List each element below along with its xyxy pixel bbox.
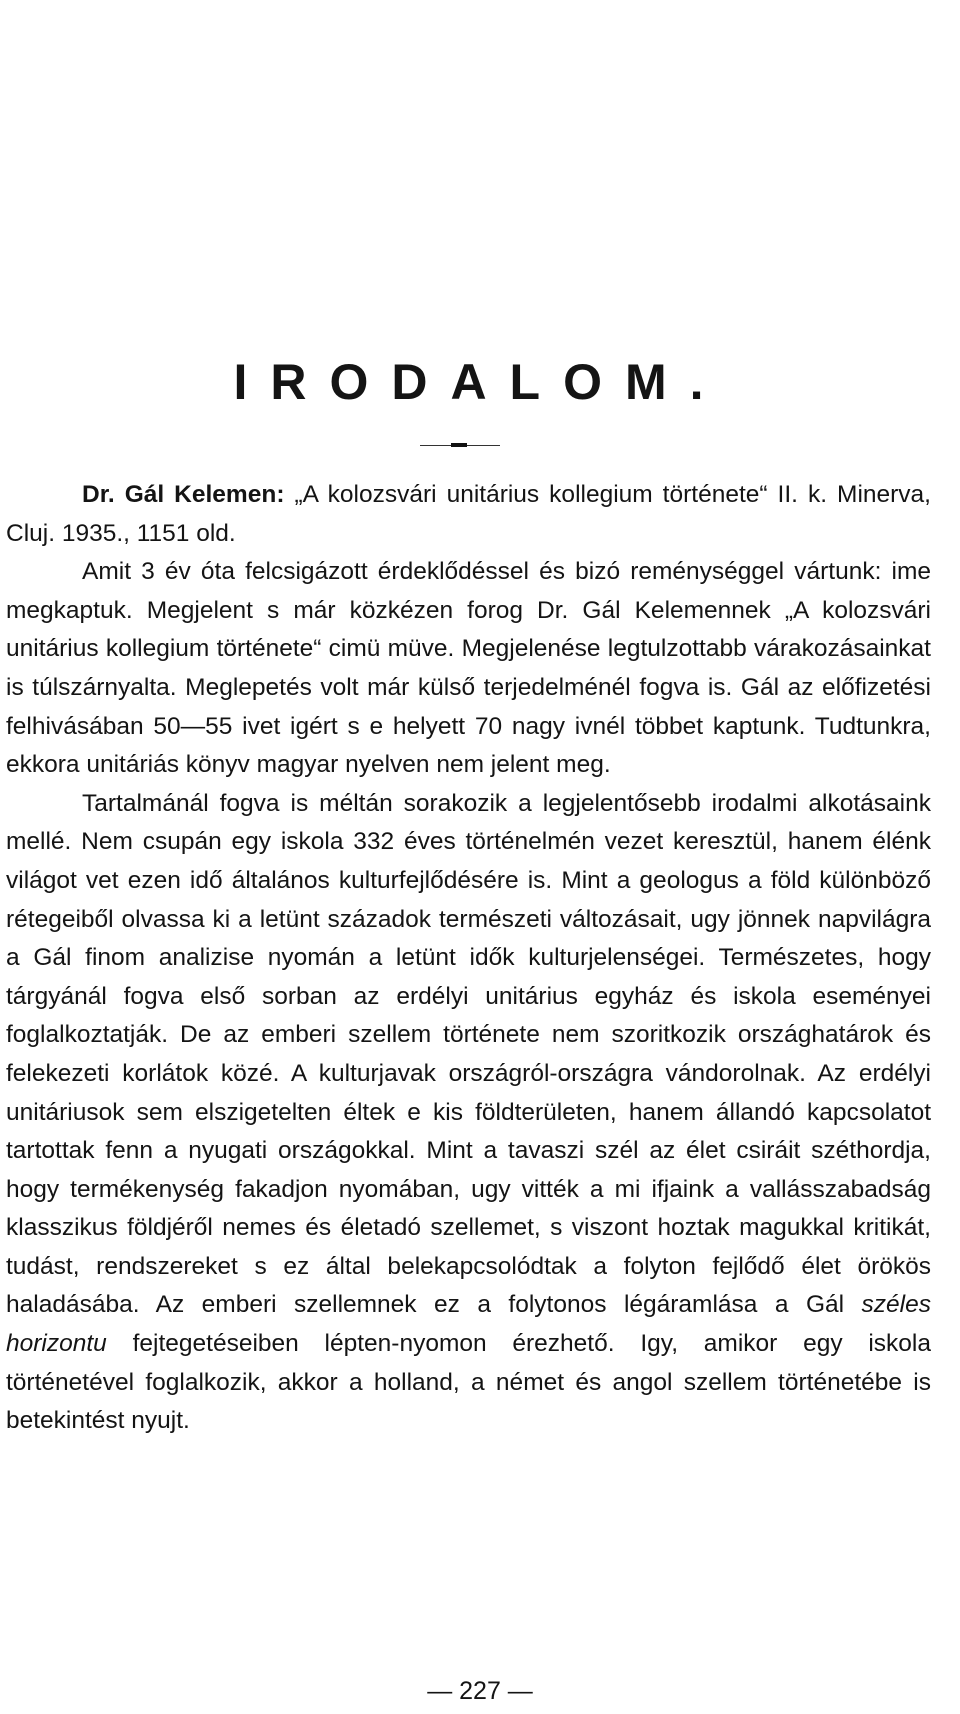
review-paragraph-1: Amit 3 év óta felcsigázott érdeklődéssel és bizó reménységgel vártunk: ime megkaptuk. Megjelent s már közkézen forog Dr. Gál Kelemennek „A kolozsvári unitárius kollegium története“ cimü müve. Megjelenése legtulzottabb várakozásainkat is túlszárnyalta. Meglepetés volt már külső terjedelménél fogva is. Gál az előfizetési felhivásában 50—55 ivet igért s e helyett 70 nagy ivnél többet kaptunk. Tudtunkra, ekkora unitáriás könyv magyar nyelven nem jelent meg.	[6, 558, 931, 779]
divider-dash	[451, 443, 467, 447]
review-work-title: „A kolozsvári unitárius kollegium története“ II. k. Minerva, Cluj. 1935., 1151 old.	[6, 481, 931, 547]
review-author: Dr. Gál Kelemen:	[82, 481, 285, 508]
paragraph-2-text-start: Tartalmánál fogva is méltán sorakozik a legjelentősebb irodalmi alkotásaink mellé. Nem csupán egy iskola 332 éves történelmén vezet keresztül, hanem élénk világot vet ezen idő általános kulturfejlődésére is. Mint a geologus a föld különböző rétegeiből olvassa ki a letünt századok természeti változásait, ugy jönnek napvilágra a Gál finom analizise nyomán a letünt idők kulturjelenségei. Természetes, hogy tárgyánál fogva első sorban az erdélyi unitárius egyház és iskola eseményei foglalkoztatják. De az emberi szellem története nem szoritkozik országhatárok és felekezeti korlátok közé. A kulturjavak országról-országra vándorolnak. Az erdélyi unitáriusok sem elszigetelten éltek e kis földterületen, hanem állandó kapcsolatot tartottak fenn a nyugati országokkal. Mint a tavaszi szél az élet csiráit széthordja, hogy termékenység fakadjon nyomában, ugy vitték a mi ifjaink a vallásszabadság klasszikus földjéről nemes és életadó szellemet, s viszont hoztak magukkal kritikát, tudást, rendszereket s ez által belekapcsolódtak a folyton fejlődő élet örökös haladásába. Az emberi szellemnek ez a folytonos légáramlása a Gál	[6, 789, 931, 1319]
review-paragraph-2	[6, 785, 931, 1441]
page-number: — 227 —	[427, 1677, 533, 1705]
title-divider-ornament	[420, 443, 500, 449]
paragraph-2-text-end: fejtegetéseiben lépten-nyomon érezhető. Igy, amikor egy iskola történetével foglalkozik, akkor a holland, a német és angol szellem történetébe is betekintést nyujt.	[6, 1330, 931, 1435]
emphasized-phrase: széles horizontu	[6, 1291, 931, 1358]
review-body	[6, 476, 931, 1441]
page-title: IRODALOM.	[233, 354, 727, 410]
review-citation	[6, 476, 931, 553]
